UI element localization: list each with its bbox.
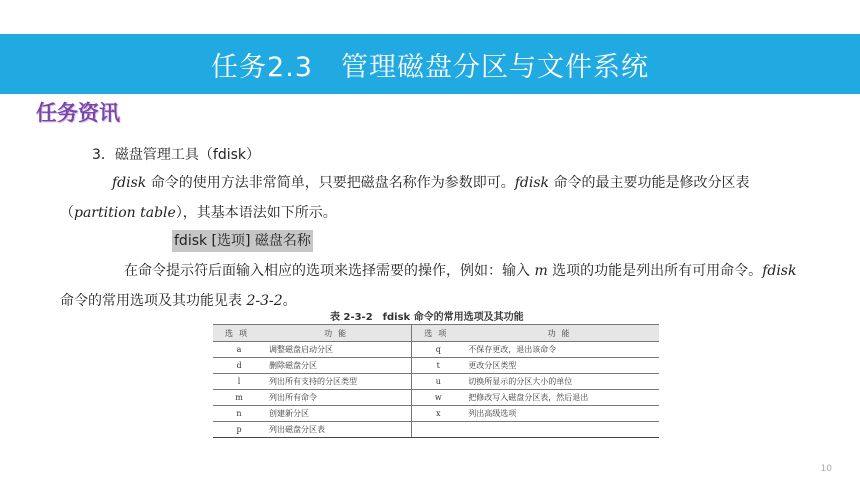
text-run: 命令的最主要功能是修改分区表（ — [60, 175, 750, 221]
subheading: 3．磁盘管理工具（fdisk） — [92, 147, 261, 163]
term-partition-table: partition table — [74, 205, 176, 221]
option-desc: 不保存更改，退出该命令 — [464, 342, 659, 358]
option-desc: 列出所有支持的分区类型 — [265, 374, 412, 390]
title-banner — [0, 34, 860, 94]
section-label: 任务资讯 — [36, 101, 120, 125]
text-run: ），其基本语法如下所示。 — [175, 205, 337, 221]
header-function: 功能 — [464, 325, 659, 342]
table-row — [213, 374, 659, 390]
option-key: l — [213, 374, 265, 390]
header-option: 选项 — [412, 325, 465, 342]
table-caption: 表 2-3-2 fdisk 命令的常用选项及其功能 — [330, 312, 524, 323]
text-run: 命令的使用方法非常简单，只要把磁盘名称作为参数即可。 — [146, 175, 515, 191]
header-function: 功能 — [265, 325, 412, 342]
option-key: m — [213, 390, 265, 406]
table-ref: 2-3-2 — [246, 293, 283, 309]
option-m: m — [534, 263, 548, 279]
option-desc: 更改分区类型 — [464, 358, 659, 374]
option-desc: 切换所显示的分区大小的单位 — [464, 374, 659, 390]
option-key: p — [213, 422, 265, 438]
option-key: n — [213, 406, 265, 422]
cmd-fdisk: fdisk — [514, 175, 550, 191]
option-desc: 把修改写入磁盘分区表，然后退出 — [464, 390, 659, 406]
options-table — [213, 324, 659, 438]
option-key: t — [412, 358, 465, 374]
option-desc: 列出高级选项 — [464, 406, 659, 422]
text-run: 。 — [282, 293, 297, 309]
header-option: 选项 — [213, 325, 265, 342]
syntax-box: fdisk [选项] 磁盘名称 — [172, 230, 313, 252]
text-run: 命令的常用选项及其功能见表 — [60, 293, 247, 309]
option-desc — [464, 422, 659, 438]
option-desc: 调整磁盘启动分区 — [265, 342, 412, 358]
option-key: u — [412, 374, 465, 390]
text-run: 在命令提示符后面输入相应的选项来选择需要的操作，例如：输入 — [124, 263, 535, 279]
option-key: w — [412, 390, 465, 406]
option-key: x — [412, 406, 465, 422]
option-desc: 删除磁盘分区 — [265, 358, 412, 374]
table-header-row — [213, 325, 659, 342]
option-desc: 列出磁盘分区表 — [265, 422, 412, 438]
option-key: q — [412, 342, 465, 358]
table-row — [213, 342, 659, 358]
cmd-fdisk: fdisk — [112, 175, 147, 191]
option-desc: 列出所有命令 — [265, 390, 412, 406]
option-key: a — [213, 342, 265, 358]
option-desc: 创建新分区 — [265, 406, 412, 422]
table-row — [213, 358, 659, 374]
cmd-fdisk: fdisk — [762, 263, 797, 279]
table-row — [213, 406, 659, 422]
text-run: 选项的功能是列出所有可用命令。 — [547, 263, 763, 279]
slide-title: 任务2.3 管理磁盘分区与文件系统 — [211, 51, 649, 83]
option-key — [412, 422, 465, 438]
paragraph-intro — [60, 168, 800, 228]
paragraph-usage — [60, 256, 800, 316]
option-key: d — [213, 358, 265, 374]
table-row — [213, 422, 659, 438]
table-row — [213, 390, 659, 406]
page-number: 10 — [820, 464, 832, 474]
